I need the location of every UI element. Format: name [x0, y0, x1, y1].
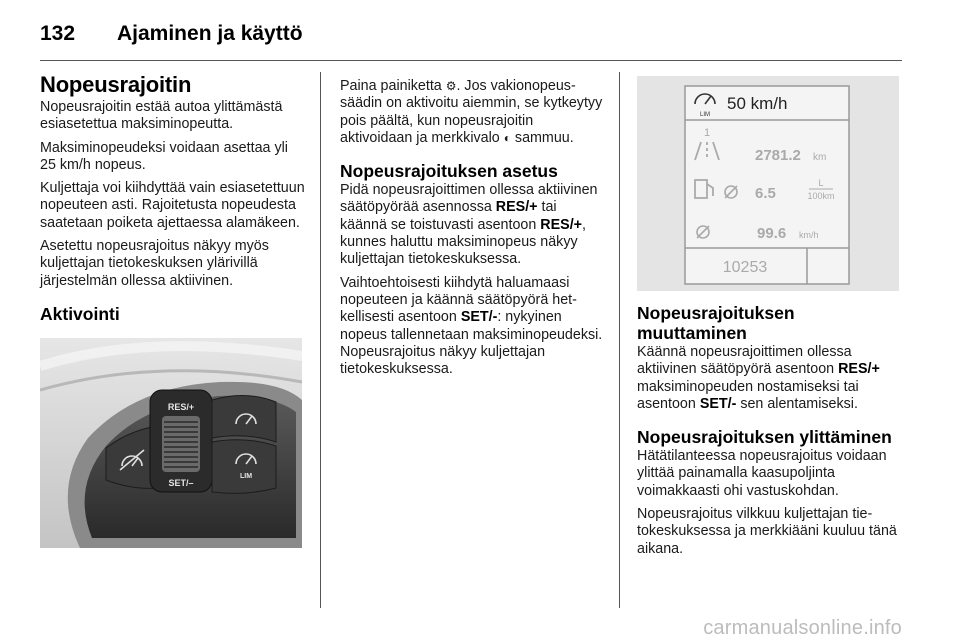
- display-distance-unit: km: [813, 152, 827, 163]
- header-rule: [40, 60, 902, 61]
- text-run: . Jos vakionopeussäädin on aktivoitu aiemmin, se kytkeytyy pois päältä, kun nopeusrajoitin aktivoidaan ja merkkivalo: [340, 78, 603, 146]
- text-run: Paina painiketta: [340, 78, 446, 94]
- display-fuel-unit-top: L: [818, 178, 824, 188]
- res-label: RES/+: [167, 401, 195, 412]
- text-run: , kunnes haluttu maksiminopeus näkyy kuljettajan tietokeskuksessa.: [340, 216, 586, 268]
- paragraph: Nopeusrajoitus vilkkuu kuljettajan tietokeskuksessa ja merkkiääni kuuluu tänä aikana.: [637, 506, 897, 557]
- display-speed-value: 99.6: [757, 225, 787, 242]
- text-run: sen alentamiseksi.: [736, 395, 858, 412]
- column-2: [340, 78, 604, 384]
- text-run: sammuu.: [510, 129, 574, 146]
- bold-label-set: SET/-: [699, 395, 737, 412]
- steering-wheel-controls-figure: [40, 338, 302, 548]
- paragraph: Hätätilanteessa nopeusrajoitus voidaan ylittää painamalla kaasupoljinta voimakkaasti ohi vastuskohdan.: [637, 448, 887, 499]
- display-speed-limit: 50 km/h: [727, 94, 788, 113]
- bold-label-set: SET/-: [460, 309, 498, 326]
- paragraph: [340, 182, 604, 268]
- display-fuel-value: 6.5: [755, 185, 776, 202]
- steering-wheel-controls-illustration: [40, 338, 302, 548]
- display-gear: 1: [703, 127, 711, 139]
- lim-label: LIM: [239, 472, 253, 480]
- text-run: maksiminopeuden nostamiseksi tai asentoon: [637, 378, 859, 412]
- paragraph: Maksiminopeudeksi voidaan asettaa yli 25 km/h nopeus.: [40, 139, 288, 173]
- subheading-nopeusrajoituksen-muuttaminen: Nopeusrajoituksen muuttaminen: [637, 303, 795, 343]
- bold-label-res: RES/+: [495, 199, 538, 216]
- speed-limiter-icon: ⚙: [445, 79, 457, 93]
- text-run: Vaihtoehtoisesti kiihdytä haluamaasi nopeuteen ja käännä säätöpyörä hetkellisesti asentoon: [340, 274, 577, 326]
- text-run: Pidä nopeusrajoittimen ollessa aktiivinen säätöpyörää asennossa: [340, 182, 598, 216]
- paragraph: Kuljettaja voi kiihdyttää vain esiasetettuun nopeuteen asti. Rajoitetusta nopeudesta saatetaan poiketa ajettaessa alamäkeen.: [40, 180, 305, 231]
- cruise-control-indicator-icon: ◐: [503, 130, 511, 145]
- display-distance-value: 2781.2: [755, 147, 801, 164]
- subheading-aktivointi: Aktivointi: [40, 303, 120, 324]
- page-number: 132: [40, 22, 76, 45]
- column-1: [40, 64, 306, 548]
- paragraph: Asetettu nopeusrajoitus näkyy myös kuljettajan tietokeskuksen ylärivillä järjestelmän ollessa aktiivinen.: [40, 238, 269, 289]
- text-run: : nykyinen nopeus tallennetaan maksiminopeudeksi. Nopeusrajoitus näkyy kuljettajan tietokeskuksessa.: [340, 309, 603, 378]
- paragraph: [340, 78, 604, 147]
- display-speed-unit: km/h: [799, 230, 819, 240]
- text-run: tai käännä se toistuvasti asentoon: [340, 199, 557, 233]
- text-run: Käännä nopeusrajoittimen ollessa aktiivinen säätöpyörä asentoon: [637, 344, 852, 378]
- paragraph: [637, 344, 901, 413]
- column-3: [637, 72, 901, 564]
- subheading-nopeusrajoituksen-ylittaminen: Nopeusrajoituksen ylittäminen: [637, 427, 892, 448]
- display-lim-label: LIM: [699, 112, 711, 118]
- section-heading-nopeusrajoitin: Nopeusrajoitin: [40, 72, 192, 97]
- column-divider-2: [619, 72, 620, 608]
- bold-label-res: RES/+: [540, 216, 583, 233]
- driver-information-display: [637, 76, 899, 291]
- watermark: carmanualsonline.info: [703, 617, 902, 639]
- bold-label-res: RES/+: [838, 361, 880, 378]
- driver-information-display-figure: [637, 76, 899, 291]
- column-divider-1: [320, 72, 321, 608]
- display-odometer: 10253: [722, 259, 768, 276]
- paragraph: [340, 275, 604, 379]
- paragraph: Nopeusrajoitin estää autoa ylittämästä esiasetettua maksiminopeutta.: [40, 99, 283, 133]
- page-header-title: Ajaminen ja käyttö: [117, 22, 303, 45]
- display-fuel-unit-bottom: 100km: [807, 191, 835, 201]
- subheading-nopeusrajoituksen-asetus: Nopeusrajoituksen asetus: [340, 161, 558, 182]
- set-label: SET/–: [168, 477, 194, 488]
